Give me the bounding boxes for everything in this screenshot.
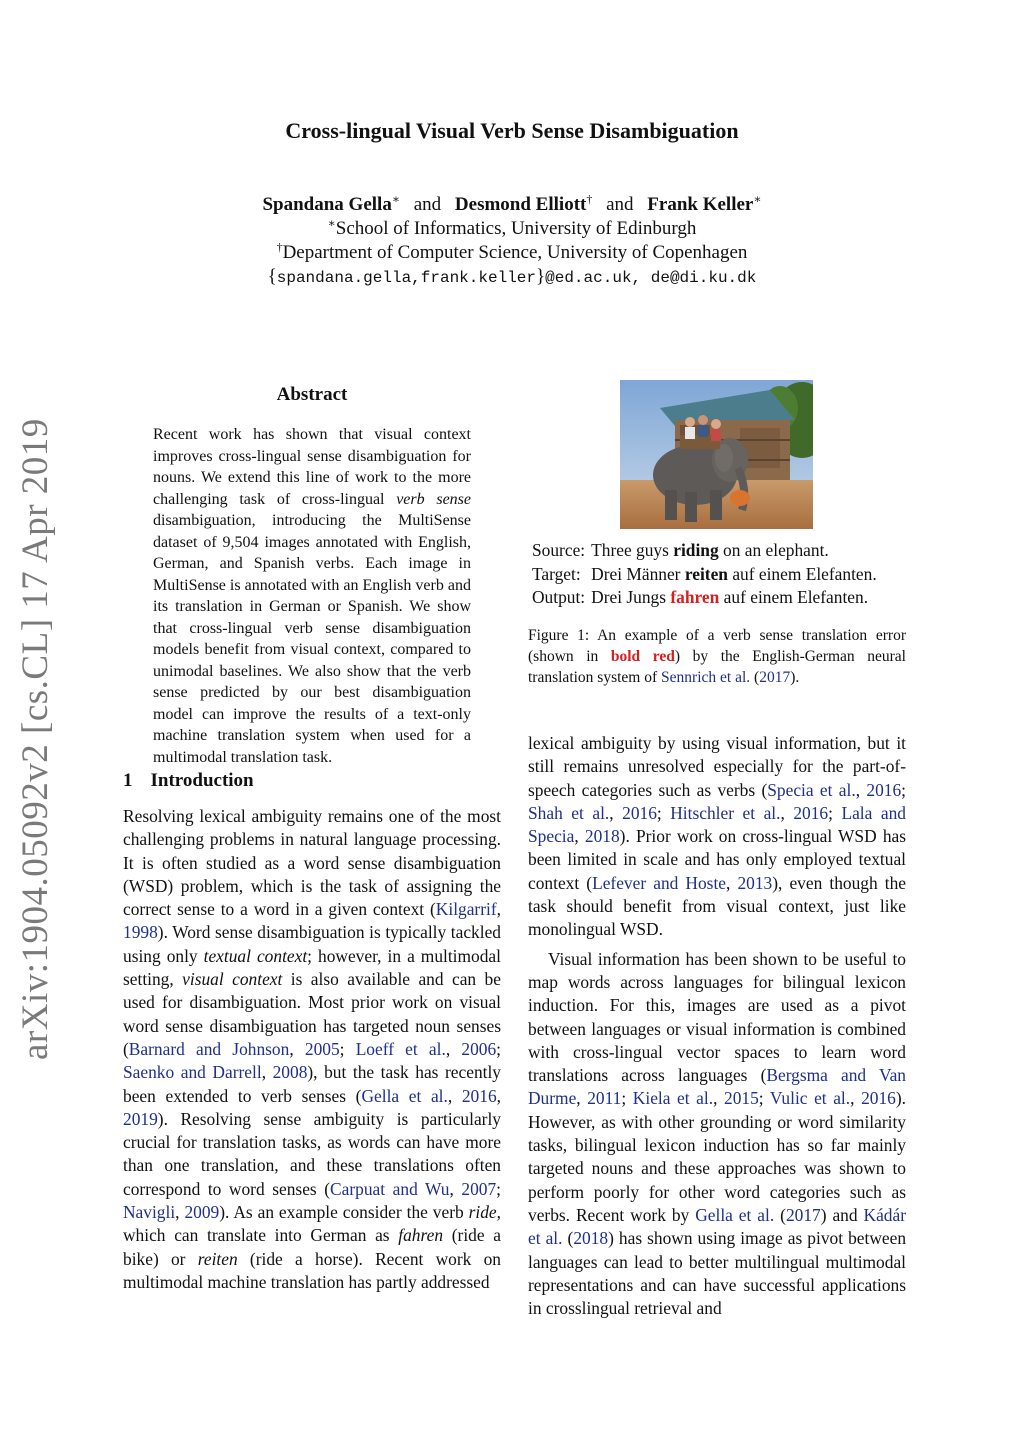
highlight-word: reiten — [684, 563, 728, 584]
citation-link[interactable]: 2016 — [461, 1085, 497, 1106]
right-column-text — [528, 732, 906, 1320]
citation-link[interactable]: Saenko and Darrell — [123, 1062, 262, 1083]
paragraph: lexical ambiguity by using visual information, but it still remains unresolved especially for the part-of-speech categories such as verbs (Specia et al., 2016; Shah et al., 2016; Hitschler et al., 2016; Lala and Specia, 2018). Prior work on cross-lingual WSD has been limited in scale and has only employed textual context (Lefever and Hoste, 2013), even though the task should benefit from visual context, just like monolingual WSD. — [528, 733, 906, 940]
citation-link[interactable]: 2016 — [793, 802, 829, 823]
citation-link[interactable]: 2008 — [272, 1062, 308, 1083]
citation-link[interactable]: Sennrich et al. — [661, 669, 751, 686]
citation-link[interactable]: Hitschler et al. — [670, 802, 781, 823]
emphasis: verb sense — [396, 490, 471, 508]
row-text: Drei Männer reiten auf einem Elefanten. — [591, 563, 877, 584]
citation-link[interactable]: Kiela et al. — [632, 1088, 714, 1109]
citation-link[interactable]: 2007 — [461, 1178, 497, 1199]
citation-link[interactable]: 2005 — [304, 1038, 340, 1059]
row-label: Output: — [532, 587, 586, 607]
affiliation-mark: † — [276, 240, 283, 254]
author-mark: ∗ — [391, 192, 400, 206]
highlight-word: riding — [673, 540, 719, 560]
citation-link[interactable]: Vulic et al. — [769, 1088, 851, 1109]
emphasis: reiten — [197, 1248, 238, 1269]
citation-link[interactable]: Bergsma and Van Durme — [528, 1065, 906, 1109]
row-label: Source: — [532, 540, 586, 560]
author-mark: † — [586, 192, 593, 206]
abstract-heading: Abstract — [276, 384, 348, 405]
error-word: fahren — [670, 587, 720, 607]
citation-link[interactable]: 2019 — [123, 1108, 158, 1129]
author-name: Frank Keller — [647, 194, 754, 215]
section-title: Introduction — [150, 770, 254, 791]
figure-caption: Figure 1: An example of a verb sense translation error (shown in bold red) by the English-German neural translation system of Sennrich et al. (2017). — [528, 627, 906, 686]
example-row-source — [532, 539, 877, 563]
citation-link[interactable]: 2006 — [461, 1038, 497, 1059]
citation-link[interactable]: Lefever and Hoste — [592, 872, 726, 893]
affiliation-mark: ∗ — [327, 216, 336, 230]
emphasis: ride — [468, 1202, 497, 1223]
citation-link[interactable]: 2016 — [861, 1088, 896, 1109]
example-row-output — [532, 586, 877, 610]
example-row-target — [532, 563, 877, 587]
emphasis: visual context — [182, 969, 283, 990]
citation-link[interactable]: 2009 — [184, 1202, 220, 1223]
elephant-photo — [620, 380, 813, 529]
row-text: Three guys riding on an elephant. — [591, 540, 829, 560]
citation-link[interactable]: 1998 — [123, 922, 158, 943]
author-name: Desmond Elliott — [454, 194, 587, 215]
arxiv-identifier-stamp: arXiv:1904.05092v2 [cs.CL] 17 Apr 2019 — [15, 418, 56, 1060]
email-brace: { — [267, 266, 277, 287]
affiliation-text: Department of Computer Science, University of Copenhagen — [282, 242, 748, 263]
citation-link[interactable]: Barnard and Johnson — [128, 1038, 290, 1059]
citation-link[interactable]: Navigli — [123, 1202, 176, 1223]
email-names: spandana.gella,frank.keller — [276, 269, 536, 287]
email-brace: } — [536, 266, 546, 287]
affiliation-2 — [0, 241, 1024, 265]
translation-example-table — [532, 539, 877, 610]
elephant-photo-illustration — [620, 380, 813, 529]
caption-highlight: bold red — [610, 648, 675, 665]
author-separator: and — [413, 194, 442, 215]
citation-link[interactable]: Kádár et al. — [528, 1204, 906, 1249]
paper-title: Cross-lingual Visual Verb Sense Disambiguation — [285, 118, 739, 143]
email-domains: @ed.ac.uk, de@di.ku.dk — [545, 269, 757, 287]
citation-link[interactable]: 2016 — [866, 779, 902, 800]
citation-link[interactable]: 2013 — [737, 872, 773, 893]
author-block — [0, 193, 1024, 290]
emphasis: fahren — [398, 1225, 444, 1246]
citation-link[interactable]: 2015 — [724, 1088, 759, 1109]
abstract-text: Recent work has shown that visual context improves cross-lingual sense disambiguation for nouns. We extend this line of work to the more challenging task of cross-lingual verb sense disambiguation, introducing the MultiSense dataset of 9,504 images annotated with English, German, and Spanish verbs. Each image in MultiSense is annotated with an English verb and its translation in German or Spanish. We show that cross-lingual verb sense disambiguation models benefit from visual context, compared to unimodal baselines. We also show that the verb sense predicted by our best disambiguation model can improve the results of a text-only machine translation system when used for a multimodal translation task. — [153, 426, 471, 766]
section-number: 1 — [123, 770, 133, 791]
citation-link[interactable]: Loeff et al. — [355, 1038, 446, 1059]
citation-link[interactable]: 2018 — [584, 826, 620, 847]
affiliation-1 — [0, 217, 1024, 241]
citation-link[interactable]: Gella et al. — [361, 1085, 448, 1106]
citation-link[interactable]: 2017 — [759, 669, 791, 686]
citation-link[interactable]: 2011 — [587, 1088, 622, 1109]
citation-link[interactable]: Kilgarrif — [435, 899, 497, 920]
author-mark: ∗ — [753, 192, 762, 206]
citation-link[interactable]: 2016 — [622, 802, 657, 823]
citation-link[interactable]: Carpuat and Wu — [330, 1178, 450, 1199]
paragraph: Visual information has been shown to be useful to map words across languages for bilingual lexicon induction. For this, images are used as a pivot between languages or visual information is combined with cross-lingual vector spaces to learn word translations across languages (Bergsma and Van Durme, 2011; Kiela et al., 2015; Vulic et al., 2016). However, as with other grounding or word similarity tasks, bilingual lexicon induction has so far mainly targeted nouns and these approaches was shown to perform poorly for other word categories such as verbs. Recent work by Gella et al. (2017) and Kádár et al. (2018) has shown using image as pivot between languages can lead to better multilingual multimodal representations and can have successful applications in crosslingual retrieval and — [528, 948, 907, 1319]
row-text: Drei Jungs fahren auf einem Elefanten. — [591, 587, 869, 607]
introduction-paragraph: Resolving lexical ambiguity remains one of the most challenging problems in natural language processing. It is often studied as a word sense disambiguation (WSD) problem, which is the task of assigning the correct sense to a word in a given context (Kilgarrif, 1998). Word sense disambiguation is typically tackled using only textual context; however, in a multimodal setting, visual context is also available and can be used for disambiguation. Most prior work on visual word sense disambiguation has targeted noun senses (Barnard and Johnson, 2005; Loeff et al., 2006; Saenko and Darrell, 2008), but the task has recently been extended to verb senses (Gella et al., 2016, 2019). Resolving sense ambiguity is particularly crucial for translation tasks, as words can have more than one translation, and these translations often correspond to word senses (Carpuat and Wu, 2007; Navigli, 2009). As an example consider the verb ride, which can translate into German as fahren (ride a bike) or reiten (ride a horse). Recent work on multimodal machine translation has partly addressed — [123, 806, 502, 1292]
author-line — [0, 193, 1024, 217]
row-label: Target: — [532, 563, 581, 584]
emphasis: textual context — [203, 945, 308, 966]
affiliation-text: School of Informatics, University of Edinburgh — [335, 218, 697, 239]
author-separator: and — [606, 194, 634, 215]
citation-link[interactable]: 2018 — [573, 1228, 609, 1249]
section-heading-introduction — [123, 770, 254, 792]
citation-link[interactable]: Gella et al. — [695, 1204, 775, 1225]
citation-link[interactable]: 2017 — [785, 1204, 821, 1225]
email-line — [0, 265, 1024, 290]
citation-link[interactable]: Lala and Specia — [528, 802, 906, 847]
citation-link[interactable]: Specia et al. — [767, 779, 856, 800]
author-name: Spandana Gella — [262, 194, 392, 215]
citation-link[interactable]: Shah et al. — [528, 802, 610, 823]
